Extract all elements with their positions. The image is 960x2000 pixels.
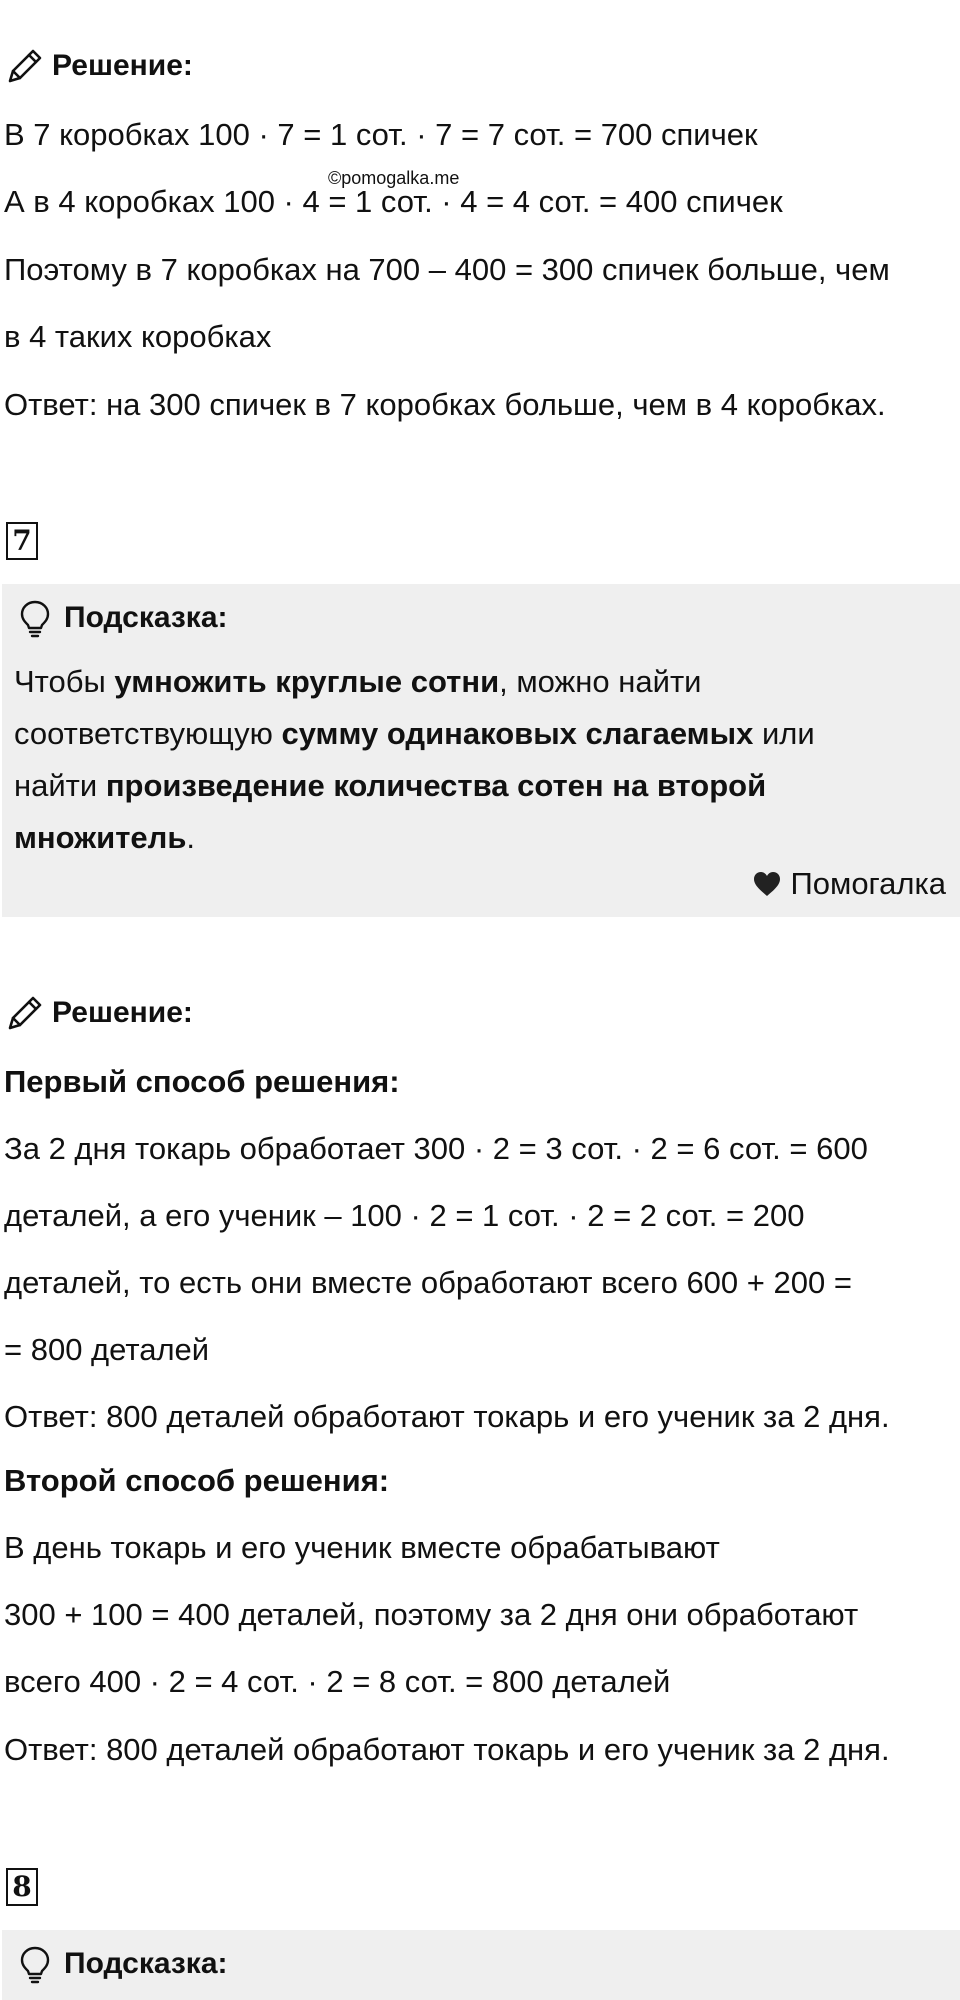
method-2-line: 300 + 100 = 400 деталей, поэтому за 2 дня они обработают: [4, 1597, 859, 1632]
hint-body: [14, 656, 944, 864]
hint-line-4: [14, 812, 944, 864]
hint-bold: сумму одинаковых слагаемых: [281, 716, 754, 751]
solution-title: Решение:: [52, 996, 193, 1029]
solution-line: в 4 таких коробках: [4, 319, 272, 354]
solution-heading-2: [4, 991, 193, 1035]
hint-line-3: [14, 760, 944, 812]
hint-bold: произведение количества сотен на второй: [105, 768, 767, 803]
hint-title: Подсказка:: [64, 601, 228, 634]
pencil-icon: [4, 992, 46, 1034]
method-2-line: всего 400 · 2 = 4 сот. · 2 = 8 сот. = 800 деталей: [4, 1664, 671, 1699]
method-2-line: В день токарь и его ученик вместе обрабатывают: [4, 1530, 720, 1565]
hint-bold: множитель: [14, 820, 187, 855]
credit-link[interactable]: [752, 866, 946, 902]
hint-box: [2, 1930, 960, 2000]
hint-text: .: [186, 820, 196, 855]
hint-box: [2, 584, 960, 917]
solution-line: Поэтому в 7 коробках на 700 – 400 = 300 спичек больше, чем: [4, 252, 890, 287]
task-number-7: 7: [6, 522, 38, 560]
answer-line: Ответ: на 300 спичек в 7 коробках больше, чем в 4 коробках.: [4, 387, 886, 422]
hint-text: или: [753, 716, 815, 751]
method-1-title: Первый способ решения:: [4, 1064, 400, 1099]
lightbulb-icon: [14, 1943, 56, 1985]
hint-bold: умножить круглые сотни: [114, 664, 500, 699]
answer-line: Ответ: 800 деталей обработают токарь и его ученик за 2 дня.: [4, 1399, 890, 1434]
credit-label: Помогалка: [790, 866, 946, 901]
hint-text: , можно найти: [499, 664, 702, 699]
hint-text: Чтобы: [14, 664, 115, 699]
hint-heading: [14, 1942, 228, 1986]
hint-text: найти: [14, 768, 106, 803]
answer-line: Ответ: 800 деталей обработают токарь и его ученик за 2 дня.: [4, 1732, 890, 1767]
hint-line-2: [14, 708, 944, 760]
solution-line: В 7 коробках 100 · 7 = 1 сот. · 7 = 7 сот. = 700 спичек: [4, 117, 758, 152]
hint-title: Подсказка:: [64, 1947, 228, 1980]
lightbulb-icon: [14, 597, 56, 639]
hint-heading: [14, 596, 228, 640]
watermark: ©pomogalka.me: [328, 168, 460, 188]
method-2-title: Второй способ решения:: [4, 1463, 390, 1498]
method-1-line: деталей, то есть они вместе обработают всего 600 + 200 =: [4, 1265, 852, 1300]
solution-line: А в 4 коробках 100 · 4 = 1 сот. · 4 = 4 сот. = 400 спичек: [4, 184, 783, 219]
solution-title: Решение:: [52, 49, 193, 82]
hint-text: соответствующую: [14, 716, 282, 751]
method-1-line: деталей, а его ученик – 100 · 2 = 1 сот. · 2 = 2 сот. = 200: [4, 1198, 805, 1233]
hint-line-1: [14, 656, 944, 708]
solution-heading-1: [4, 44, 193, 88]
method-1-line: За 2 дня токарь обработает 300 · 2 = 3 сот. · 2 = 6 сот. = 600: [4, 1131, 868, 1166]
method-1-line: = 800 деталей: [4, 1332, 210, 1367]
pencil-icon: [4, 45, 46, 87]
task-number-8: 8: [6, 1868, 38, 1906]
heart-icon: [752, 870, 782, 898]
